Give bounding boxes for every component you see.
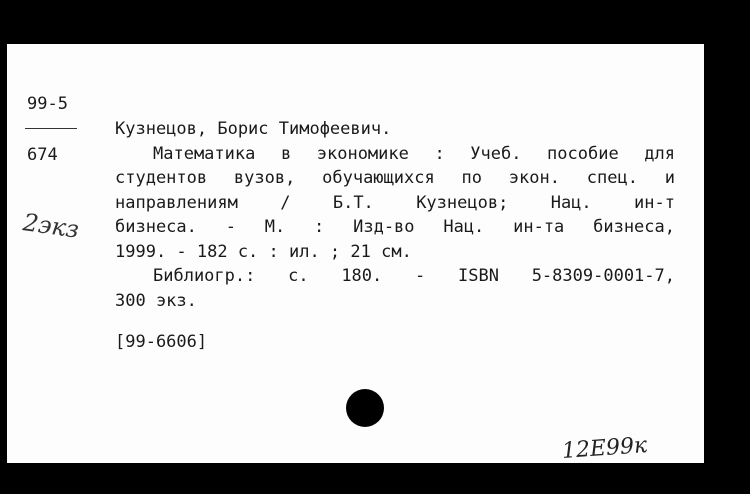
call-number-top: 99-5 (27, 94, 68, 114)
notes-line: 300 экз. (115, 290, 197, 311)
notes-line: Библиогр.: с. 180. - ISBN 5-8309-0001-7, (153, 266, 675, 286)
accession-number: [99-6606] (115, 332, 208, 352)
call-number-bottom: 674 (27, 145, 58, 165)
punch-hole (346, 389, 384, 427)
author-heading: Кузнецов, Борис Тимофеевич. (115, 119, 392, 139)
title-line: направлениям / Б.Т. Кузнецов; Нац. ин-т (115, 192, 675, 213)
catalog-card (7, 44, 704, 463)
handwritten-inventory-mark: 12Е99к (561, 433, 648, 464)
title-line: 1999. - 182 с. : ил. ; 21 см. (115, 241, 412, 262)
title-line: Математика в экономике : Учеб. пособие для (153, 143, 675, 164)
call-number-divider (25, 128, 77, 129)
handwritten-copies-mark: 2экз (21, 208, 81, 244)
title-line: студентов вузов, обучающихся по экон. спец. и (115, 168, 675, 188)
bibliographic-description (115, 117, 675, 313)
title-line: бизнеса. - М. : Изд-во Нац. ин-та бизнеса, (115, 217, 675, 237)
